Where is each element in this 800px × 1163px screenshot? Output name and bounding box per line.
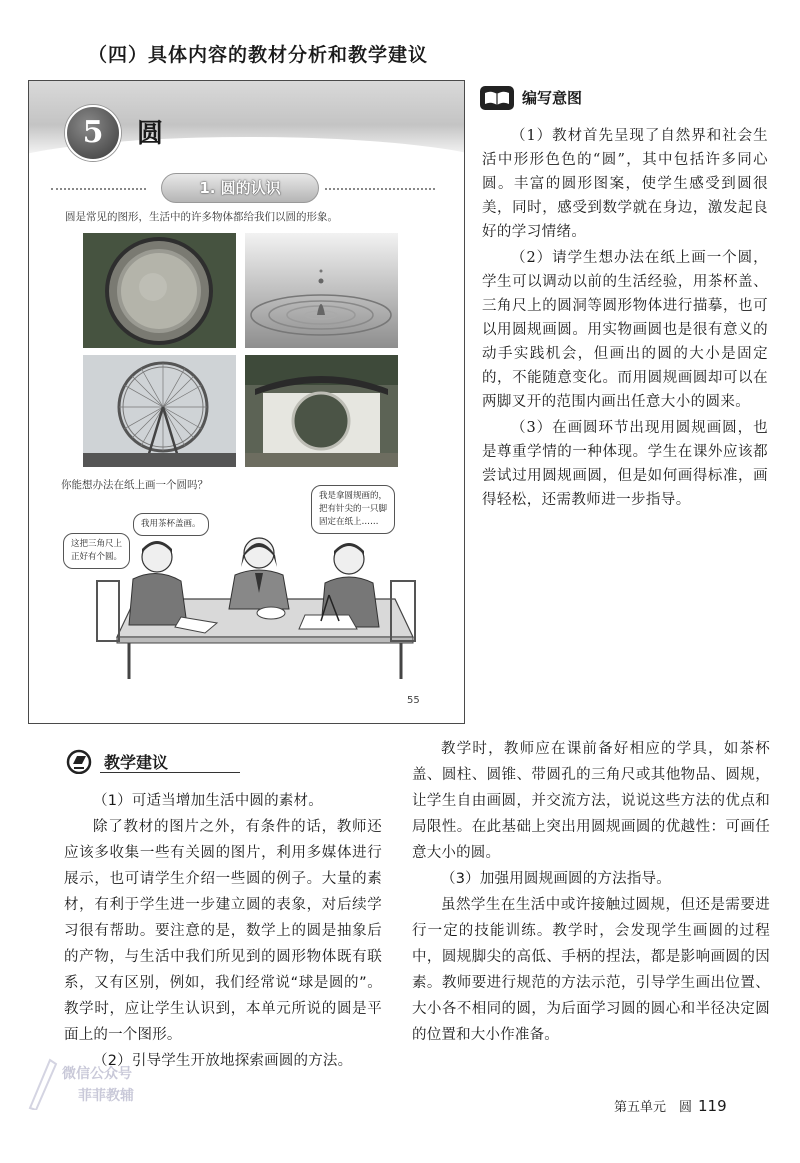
page-footer <box>614 1096 727 1115</box>
lesson-rule-right <box>325 188 435 190</box>
page-number: 119 <box>698 1097 727 1115</box>
lesson-rule-left <box>51 188 146 190</box>
textbook-page-number: 55 <box>407 695 420 706</box>
speech-bubble-left: 这把三角尺上 正好有个圆。 <box>63 533 130 569</box>
moon-gate-photo <box>245 355 398 467</box>
watermark-line1: 微信公众号 <box>62 1066 132 1082</box>
unit-number-badge: 5 <box>65 105 121 161</box>
students-drawing-illustration <box>95 529 425 679</box>
water-ripple-photo <box>245 233 398 348</box>
suggestions-underline <box>100 772 240 773</box>
intent-title: 编写意图 <box>522 89 583 107</box>
speech-bubble-right: 我是拿圆规画的， 把有针尖的一只脚 固定在纸上…… <box>311 485 395 534</box>
ferris-wheel-photo <box>83 355 236 467</box>
suggestion-paragraph: （1）可适当增加生活中圆的素材。 <box>93 793 323 809</box>
textbook-page <box>28 80 465 724</box>
watermark <box>22 1056 192 1126</box>
lesson-question: 你能想办法在纸上画一个圆吗？ <box>61 479 208 491</box>
unit-title: 圆 <box>137 119 164 149</box>
speech-bubble-middle: 我用茶杯盖画。 <box>133 513 209 536</box>
suggestion-paragraph: 教学时，教师应在课前备好相应的学具，如茶杯盖、圆柱、圆锥、带圆孔的三角尺或其他物品、圆规，让学生自由画圆，并交流方法，说说这些方法的优点和局限性。在此基础上突出用圆规画圆的优越性：可画任意大小的圆。 <box>412 741 770 861</box>
intent-body <box>482 124 768 514</box>
notebook-icon <box>64 748 98 774</box>
stadium-photo <box>83 233 236 348</box>
suggestions-title: 教学建议 <box>104 753 169 772</box>
intent-paragraph: （2）请学生想办法在纸上画一个圆，学生可以调动以前的生活经验，用茶杯盖、三角尺上的圆洞等圆形物体进行描摹，也可以用圆规画圆。用实物画圆也是很有意义的动手实践机会，但画出的圆的大小是固定的，不能随意变化。而用圆规画圆却可以在两脚叉开的范围内画出任意大小的圆来。 <box>482 250 768 410</box>
open-book-icon <box>480 86 514 110</box>
lesson-intro: 圆是常见的图形，生活中的许多物体都给我们以圆的形象。 <box>65 211 338 223</box>
suggestion-paragraph: （2）引导学生开放地探索画圆的方法。 <box>93 1053 353 1069</box>
suggestion-paragraph: 虽然学生在生活中或许接触过圆规，但还是需要进行一定的技能训练。教学时，会发现学生画圆的过程中，圆规脚尖的高低、手柄的捏法，都是影响画圆的因素。教师要进行规范的方法示范，引导学生画出位置、大小各不相同的圆，为后面学习圆的圆心和半径决定圆的位置和大小作准备。 <box>412 897 770 1043</box>
watermark-pen-icon <box>22 1050 62 1110</box>
lesson-title: 1. 圆的认识 <box>161 173 319 203</box>
suggestions-left-column <box>64 788 382 1074</box>
suggestions-right-column <box>412 736 770 1048</box>
intent-paragraph: （3）在画圆环节出现用圆规画圆，也是尊重学情的一种体现。学生在课外应该都尝试过用圆规画圆，但是如何画得标准，画得轻松，还需教师进一步指导。 <box>482 420 768 508</box>
footer-unit-label: 第五单元 圆 <box>614 1100 693 1115</box>
intent-paragraph: （1）教材首先呈现了自然界和社会生活中形形色色的“圆”，其中包括许多同心圆。丰富的圆形图案，使学生感受到圆很美，同时，感受到数学就在身边，激发起良好的学习情绪。 <box>482 128 768 240</box>
suggestion-paragraph: （3）加强用圆规画圆的方法指导。 <box>441 871 671 887</box>
section-header: （四）具体内容的教材分析和教学建议 <box>88 44 429 66</box>
suggestion-paragraph: 除了教材的图片之外，有条件的话，教师还应该多收集一些有关圆的图片，利用多媒体进行展示，也可请学生介绍一些圆的例子。大量的素材，有利于学生进一步建立圆的表象，对后续学习很有帮助。要注意的是，数学上的圆是抽象后的产物，与生活中我们所见到的圆形物体既有联系，又有区别，例如，我们经常说“球是圆的”。教学时，应让学生认识到，本单元所说的圆是平面上的一个图形。 <box>64 819 382 1043</box>
watermark-line2: 菲菲教辅 <box>78 1088 134 1104</box>
